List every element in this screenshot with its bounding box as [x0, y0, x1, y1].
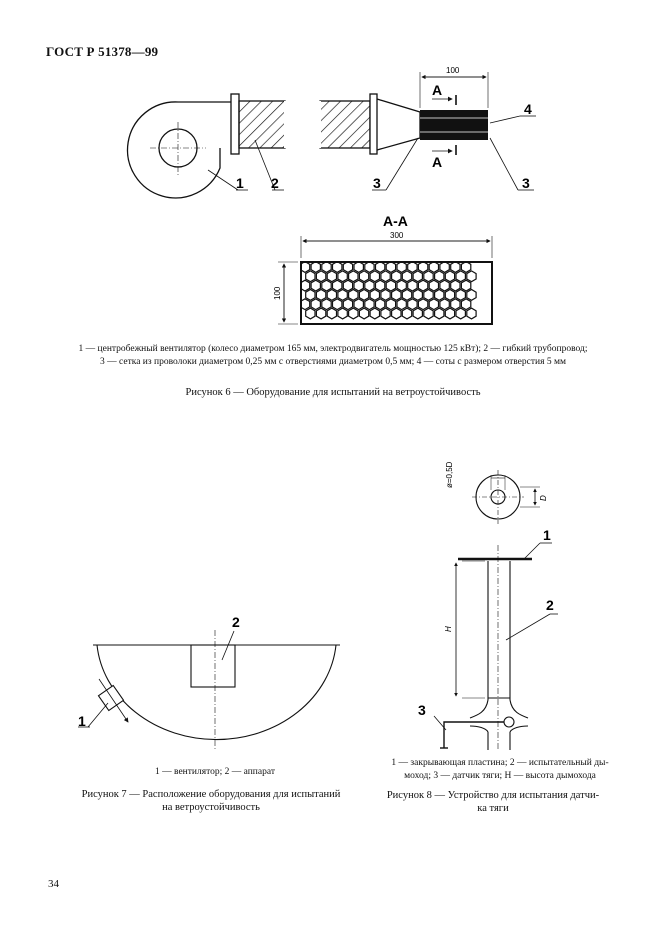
flange-right: [370, 94, 377, 154]
fig8-dim-phi: ø=0,5D: [445, 461, 454, 488]
fig8-label-1: 1: [543, 527, 551, 543]
fig7-label-1: 1: [78, 713, 86, 729]
fig8-legend-line2: моход; 3 — датчик тяги; H — высота дымохода: [404, 771, 596, 781]
fig8-dim-h: H: [444, 626, 453, 632]
fig8-sensor-port: [504, 717, 514, 727]
fig7-title-line1: Рисунок 7 — Расположение оборудования для испытаний: [81, 789, 341, 800]
flexible-pipe-left: [239, 101, 285, 148]
fig8-label-3: 3: [418, 702, 426, 718]
fig7-title: [58, 788, 364, 814]
label-2: 2: [271, 175, 279, 191]
section-title: А-А: [383, 213, 408, 229]
fig6-legend: [48, 343, 618, 369]
fig8-title-line1: Рисунок 8 — Устройство для испытания датчи-: [386, 790, 600, 801]
fig8-legend: [380, 757, 620, 783]
dim-100-side: 100: [273, 286, 282, 300]
fig8-title-line2: ка тяги: [477, 803, 509, 814]
fig7-title-line2: на ветроустойчивость: [162, 802, 260, 813]
label-3-right: 3: [522, 175, 530, 191]
nozzle: [377, 99, 420, 150]
fig8-legend-line1: 1 — закрывающая пластина; 2 — испытательный ды-: [391, 758, 609, 768]
document-header: ГОСТ Р 51378—99: [46, 44, 159, 59]
fig8-title: [358, 789, 628, 815]
fig6-legend-line2: 3 — сетка из проволоки диаметром 0,25 мм с отверстиями диаметром 0,5 мм; 4 — соты с размером отверстия 5 мм: [100, 357, 566, 367]
fan-housing: [128, 102, 232, 198]
fig8-label-2: 2: [546, 597, 554, 613]
dim-100-top: 100: [446, 66, 460, 75]
label-3-left: 3: [373, 175, 381, 191]
fig7-apparatus: [191, 645, 235, 687]
flexible-pipe-right: [320, 101, 370, 148]
fig8-dim-d: D: [539, 495, 548, 501]
section-mark-bottom: А: [432, 154, 443, 170]
fig7-legend: 1 — вентилятор; 2 — аппарат: [155, 767, 275, 777]
label-4: 4: [524, 101, 532, 117]
dim-300: 300: [390, 231, 404, 240]
label-1: 1: [236, 175, 244, 191]
section-mark-top: А: [432, 82, 443, 98]
fig7-label-2: 2: [232, 614, 240, 630]
page-number: 34: [48, 878, 59, 890]
fig8-base: [470, 700, 528, 718]
fig6-title: Рисунок 6 — Оборудование для испытаний на ветроустойчивость: [185, 387, 481, 398]
honeycomb-block: [420, 110, 488, 140]
flange-left: [231, 94, 239, 154]
fig6-legend-line1: 1 — центробежный вентилятор (колесо диаметром 165 мм, электродвигатель мощностью 125 кВт); 2 — гибкий трубопровод;: [78, 344, 588, 354]
fig7-fan: [98, 685, 123, 710]
